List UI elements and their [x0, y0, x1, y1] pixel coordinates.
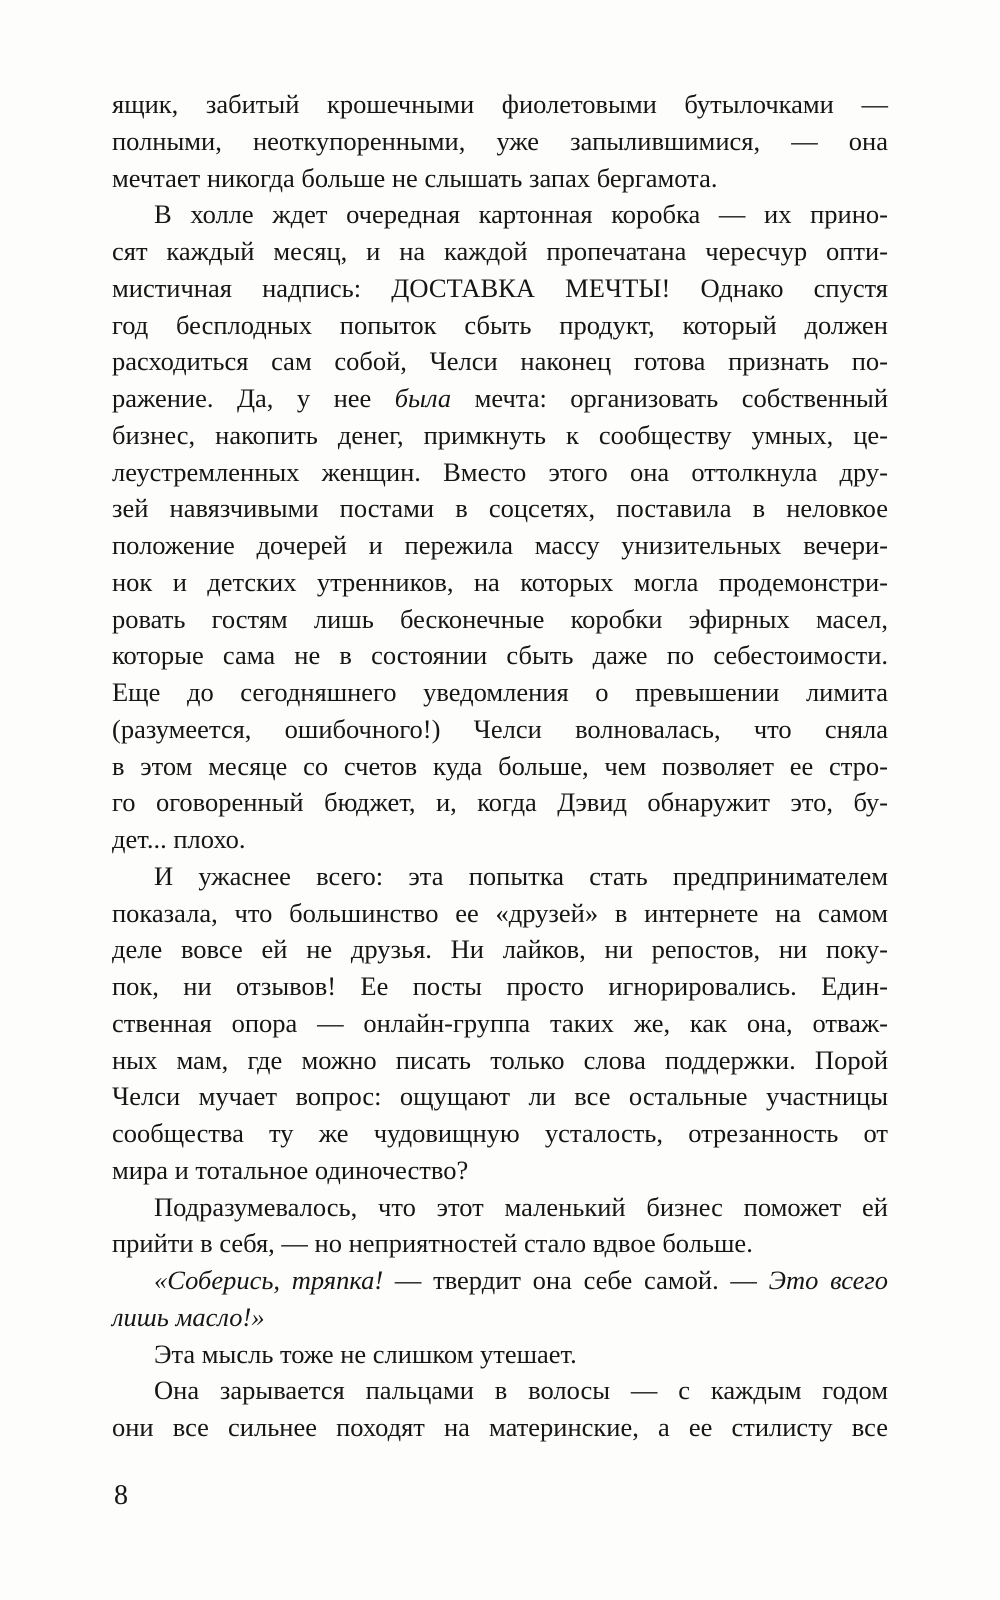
page-number: 8	[114, 1480, 128, 1511]
text-line: мечтает никогда больше не слышать запах бергамота.	[112, 162, 718, 193]
text-line: дет... плохо.	[112, 824, 246, 854]
text-line: Она зарывается пальцами в волосы — с каждым годом	[154, 1375, 888, 1406]
text-line: расходиться сам собой, Челси наконец готова признать по-	[112, 346, 888, 377]
text-line: Подразумевалось, что этот маленький бизнес поможет ей	[154, 1191, 888, 1222]
text-line: нок и детских утренников, на которых могла продемонстри-	[112, 566, 888, 597]
text-line: сят каждый месяц, и на каждой пропечатана чересчур опти-	[112, 236, 888, 266]
text-line: деле вовсе ей не друзья. Ни лайков, ни репостов, ни поку-	[112, 934, 888, 965]
text-line: показала, что большинство ее «друзей» в интернете на самом	[112, 897, 888, 928]
text-line: сообщества ту же чудовищную усталость, отрезанность от	[112, 1118, 888, 1148]
text-line: леустремленных женщин. Вместо этого она оттолкнула дру-	[112, 456, 888, 487]
text-line: ных мам, где можно писать только слова поддержки. Порой	[112, 1044, 888, 1075]
text-line: в этом месяце со счетов куда больше, чем позволяет ее стро-	[112, 750, 888, 781]
text-line: полными, неоткупоренными, уже запылившимися, — она	[112, 125, 888, 156]
text-line: ражение. Да, у нее была мечта: организовать собственный	[112, 383, 889, 413]
text-line: мистичная надпись: ДОСТАВКА МЕЧТЫ! Однако спустя	[112, 272, 888, 303]
text-line: Еще до сегодняшнего уведомления о превышении лимита	[112, 677, 888, 707]
text-line: ровать гостям лишь бесконечные коробки эфирных масел,	[112, 603, 888, 634]
text-line: Эта мысль тоже не слишком утешает.	[154, 1338, 577, 1369]
text-line: В холле ждет очередная картонная коробка — их прино-	[154, 199, 888, 230]
page-text	[112, 86, 888, 1446]
text-line: «Соберись, тряпка! — твердит она себе самой. — Это всего	[154, 1265, 889, 1295]
text-line: го оговоренный бюджет, и, когда Дэвид обнаружит это, бу-	[112, 787, 888, 818]
text-line: пок, ни отзывов! Ее посты просто игнорировались. Един-	[112, 971, 888, 1001]
text-line: лишь масло!»	[112, 1301, 265, 1332]
text-line: прийти в себя, — но неприятностей стало вдвое больше.	[112, 1228, 753, 1259]
text-line: (разумеется, ошибочного!) Челси волновалась, что сняла	[112, 713, 888, 744]
text-line: положение дочерей и пережила массу унизительных вечери-	[112, 530, 888, 560]
text-line: год бесплодных попыток сбыть продукт, который должен	[112, 309, 888, 340]
text-line: И ужаснее всего: эта попытка стать предпринимателем	[154, 860, 888, 891]
text-line: бизнес, накопить денег, примкнуть к сообществу умных, це-	[112, 419, 888, 450]
text-line: ящик, забитый крошечными фиолетовыми бутылочками —	[112, 89, 888, 119]
text-line: Челси мучает вопрос: ощущают ли все остальные участницы	[112, 1081, 888, 1112]
text-line: они все сильнее походят на материнские, а ее стилисту все	[112, 1412, 888, 1442]
text-line: зей навязчивыми постами в соцсетях, поставила в неловкое	[112, 493, 888, 524]
text-line: мира и тотальное одиночество?	[112, 1154, 469, 1185]
text-line: которые сама не в состоянии сбыть даже по себестоимости.	[112, 640, 888, 671]
text-line: ственная опора — онлайн-группа таких же, как она, отваж-	[112, 1007, 888, 1038]
